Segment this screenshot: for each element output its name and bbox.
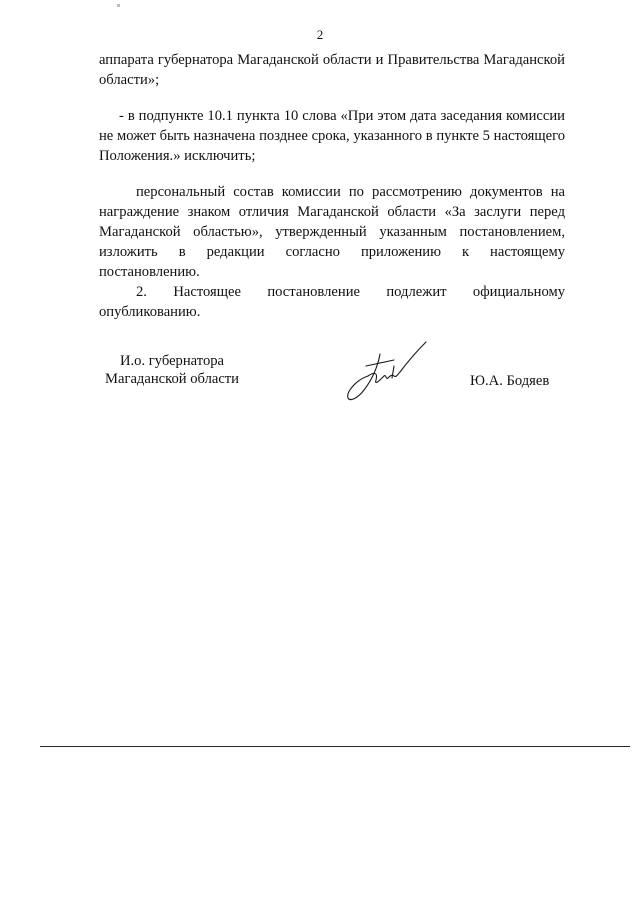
signer-position-line2: Магаданской области [105,371,239,387]
signer-name: Ю.А. Бодяев [470,373,550,389]
footer-divider [40,746,630,747]
signer-position [102,352,242,388]
paragraph-publication: 2. Настоящее постановление подлежит официальному опубликованию. [99,284,565,320]
handwritten-signature [336,336,432,406]
page-number: 2 [316,27,324,42]
signer-position-line1: И.о. губернатора [119,353,225,369]
paragraph-amendment: - в подпункте 10.1 пункта 10 слова «При этом дата заседания комиссии не может быть назначена позднее срока, указанного в пункте 5 настоящего Положения.» исключить; [99,108,565,164]
scan-mark [117,4,120,7]
document-body [99,50,565,322]
paragraph-commission-composition: персональный состав комиссии по рассмотрению документов на награждение знаком отличия Магаданской области «За заслуги перед Магаданской областью», утвержденный указанным постановлением, изложить в редакции согласно приложению к настоящему постановлению. [99,184,565,280]
paragraph-continuation: аппарата губернатора Магаданской области и Правительства Магаданской области»; [99,52,565,88]
